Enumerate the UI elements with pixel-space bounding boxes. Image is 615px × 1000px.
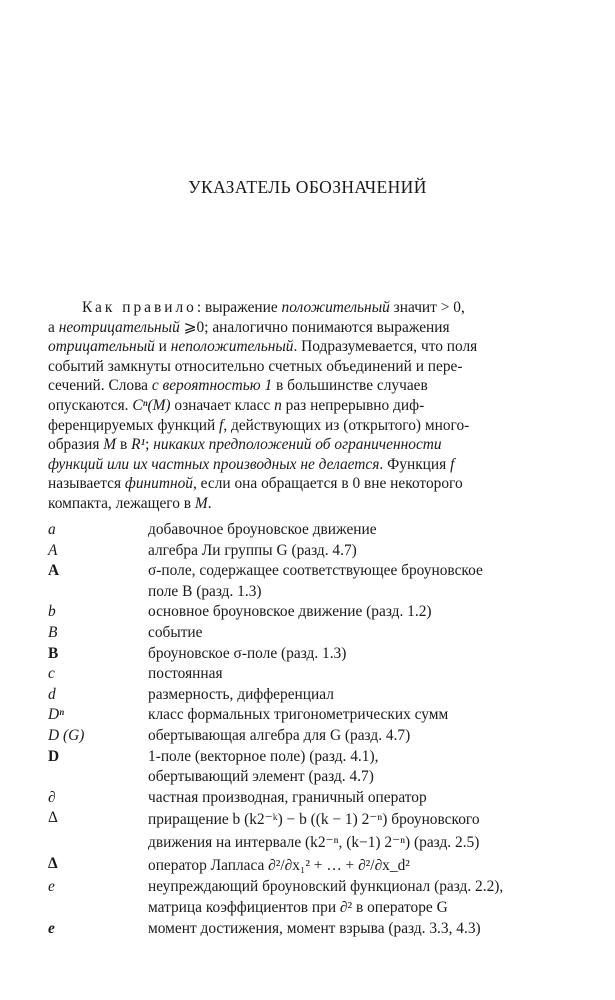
intro-line (48, 455, 568, 475)
notation-symbol: b (48, 603, 56, 621)
notation-description (148, 602, 570, 623)
desc-line: 1-поле (векторное поле) (разд. 4.1), (148, 747, 379, 765)
intro-line (48, 474, 568, 494)
intro-line (48, 376, 568, 396)
notation-description (148, 561, 570, 602)
intro-text: , действующих из (открытого) много- (223, 416, 470, 434)
notation-symbol: A (48, 562, 60, 580)
notation-description (148, 788, 570, 809)
desc-line: обертывающая алгебра для G (разд. 4.7) (148, 726, 411, 744)
notation-entry (48, 726, 570, 747)
intro-text: ференцируемых функций (48, 416, 220, 434)
notation-list (48, 520, 570, 939)
notation-description (148, 664, 570, 685)
intro-line (48, 318, 568, 338)
intro-line (48, 298, 568, 318)
intro-text: образия (48, 436, 104, 454)
intro-text: событий замкнуты относительно счетных объединений и пере- (48, 357, 463, 375)
intro-paragraph (48, 298, 568, 514)
notation-entry (48, 520, 570, 541)
intro-term: никаких предположений об ограниченности (153, 436, 442, 454)
desc-line: броуновское σ-поле (разд. 1.3) (148, 644, 347, 662)
notation-entry (48, 541, 570, 562)
intro-text: значит (389, 299, 441, 316)
notation-entry (48, 602, 570, 623)
notation-symbol: e (48, 878, 55, 896)
notation-entry (48, 854, 570, 877)
intro-text: в большинстве случаев (272, 377, 428, 395)
intro-math: n (274, 396, 282, 414)
notation-description (148, 685, 570, 706)
desc-line: оператор Лапласа ∂²/∂x₁² + … + ∂²/∂x_d² (148, 857, 410, 875)
notation-symbol: Δ (48, 855, 58, 873)
notation-description (148, 877, 570, 918)
intro-term: неположительный (170, 338, 294, 356)
desc-line: событие (148, 623, 203, 641)
desc-line: добавочное броуновское движение (148, 521, 377, 538)
intro-math: Cⁿ(M) (132, 396, 171, 414)
notation-symbol: Dⁿ (48, 706, 64, 724)
desc-line: матрица коэффициентов при ∂² в операторе G (148, 898, 448, 916)
intro-term: функций или их частных производных не делается (48, 455, 380, 473)
intro-line (48, 337, 568, 357)
desc-line: алгебра Ли группы G (разд. 4.7) (148, 541, 357, 559)
page-title: УКАЗАТЕЛЬ ОБОЗНАЧЕНИЙ (188, 177, 427, 197)
notation-description (148, 520, 570, 541)
intro-math: M (194, 494, 208, 512)
notation-entry (48, 747, 570, 788)
intro-line (48, 416, 568, 436)
intro-text: называется (48, 475, 125, 493)
intro-term: положительный (281, 299, 390, 316)
notation-description (148, 854, 570, 877)
intro-line (48, 435, 568, 455)
intro-text: . Функция (379, 455, 451, 473)
intro-text: в (116, 436, 132, 454)
notation-description (148, 726, 570, 747)
desc-line: частная производная, граничный оператор (148, 788, 427, 806)
notation-description (148, 747, 570, 788)
notation-description (148, 623, 570, 644)
notation-symbol: A (48, 541, 58, 559)
notation-symbol: B (48, 644, 59, 662)
notation-entry (48, 685, 570, 706)
intro-text: раз непрерывно диф- (281, 396, 425, 414)
notation-description (148, 644, 570, 665)
intro-text: Как правило (82, 299, 197, 316)
notation-entry (48, 644, 570, 665)
intro-math: f (219, 416, 224, 434)
intro-term: финитной (124, 475, 193, 493)
notation-symbol: B (48, 623, 58, 641)
notation-symbol: Δ (48, 809, 58, 827)
intro-text: компакта, лежащего в (48, 494, 195, 512)
intro-text: означает класс (170, 396, 275, 414)
desc-line: момент достижения, момент взрыва (разд. 3.3, 4.3) (148, 919, 481, 937)
intro-text: . (207, 494, 212, 512)
notation-symbol: d (48, 685, 56, 703)
intro-text: ⩾0; аналогично понимаются выражения (179, 318, 450, 336)
notation-entry (48, 919, 570, 940)
desc-line: класс формальных тригонометрических сумм (148, 706, 449, 724)
desc-line: приращение b (k2⁻ᵏ) − b ((k − 1) 2⁻ⁿ) броуновского (148, 811, 480, 829)
notation-entry (48, 808, 570, 854)
notation-description (148, 705, 570, 726)
intro-term: отрицательный (48, 338, 155, 356)
notation-symbol: D (G) (48, 726, 85, 744)
intro-text: и (154, 338, 171, 356)
intro-math: M (103, 436, 117, 454)
intro-term: с вероятностью 1 (151, 377, 273, 395)
desc-line: размерность, дифференциал (148, 685, 334, 703)
intro-line (48, 396, 568, 416)
notation-symbol: e (48, 919, 55, 937)
notation-entry (48, 877, 570, 918)
notation-entry (48, 623, 570, 644)
intro-math: f (450, 455, 455, 473)
intro-text: опускаются. (48, 396, 133, 414)
intro-text: , если она обращается в 0 вне некоторого (192, 475, 463, 493)
intro-text: : выражение (196, 299, 282, 316)
notation-symbol: a (48, 521, 56, 538)
notation-description (148, 919, 570, 940)
desc-line: неупреждающий броуновский функционал (разд. 2.2), (148, 878, 504, 896)
notation-entry (48, 561, 570, 602)
desc-line: основное броуновское движение (разд. 1.2) (148, 603, 432, 621)
notation-symbol: ∂ (48, 788, 56, 806)
desc-line: поле B (разд. 1.3) (148, 582, 262, 600)
intro-math: R¹ (131, 436, 146, 454)
desc-line: движения на интервале (k2⁻ⁿ, (k−1) 2⁻ⁿ) (разд. 2.5) (148, 834, 480, 852)
notation-description (148, 541, 570, 562)
notation-description (148, 808, 570, 854)
desc-line: обертывающий элемент (разд. 4.7) (148, 768, 374, 786)
notation-entry (48, 788, 570, 809)
intro-text: ; (145, 436, 154, 454)
desc-line: σ-поле, содержащее соответствующее броуновское (148, 562, 483, 580)
intro-text: сечений. Слова (48, 377, 152, 395)
intro-text: > 0, (440, 299, 465, 316)
intro-line (48, 494, 568, 514)
intro-text: . Подразумевается, что поля (293, 338, 478, 356)
intro-term: неотрицательный (58, 318, 180, 336)
notation-symbol: c (48, 665, 55, 683)
notation-entry (48, 664, 570, 685)
intro-text: а (48, 318, 59, 336)
notation-entry (48, 705, 570, 726)
notation-symbol: D (48, 747, 60, 765)
desc-line: постоянная (148, 665, 223, 683)
intro-line (48, 357, 568, 377)
